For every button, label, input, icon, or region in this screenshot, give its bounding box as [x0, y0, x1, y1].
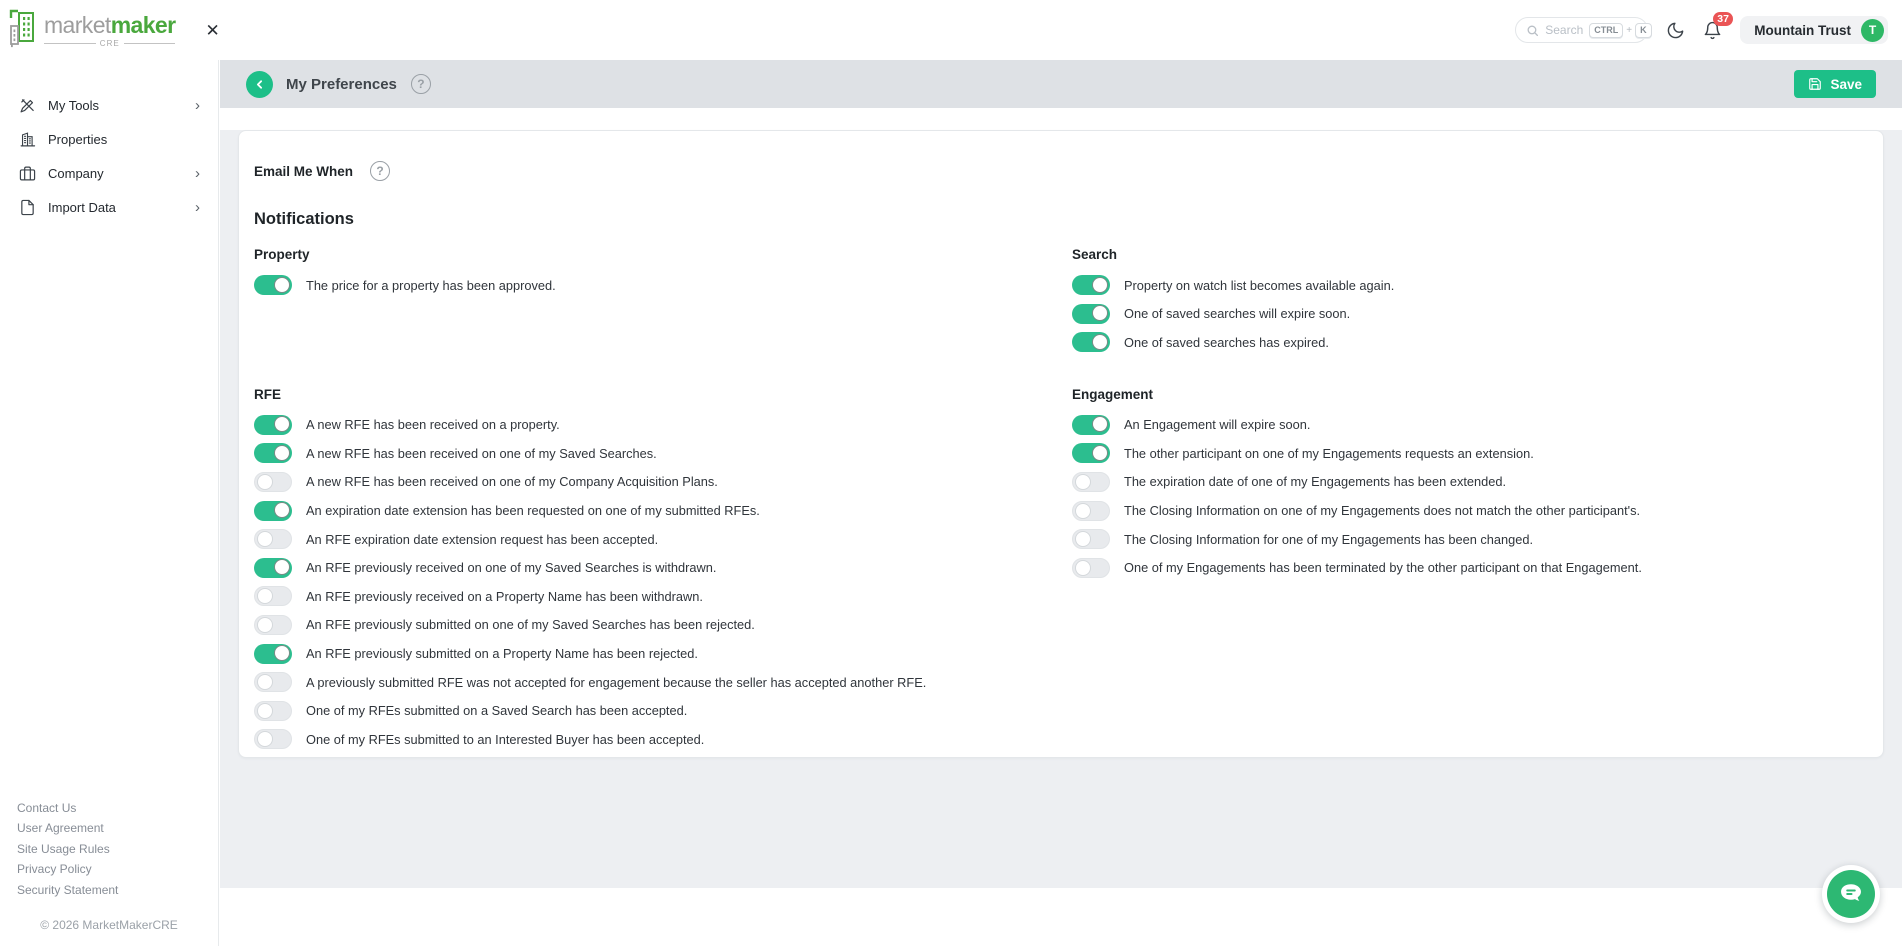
toggle-knob	[257, 674, 273, 690]
file-icon	[19, 199, 36, 216]
notification-row	[254, 615, 1072, 635]
search-input[interactable]	[1515, 17, 1648, 43]
toggle-knob	[1092, 445, 1108, 461]
key-k: K	[1635, 23, 1652, 38]
toggle-knob	[274, 502, 290, 518]
notification-groups	[254, 247, 1868, 758]
logo-rule-left	[44, 43, 96, 44]
sidebar-nav	[0, 60, 218, 224]
sidebar-item-label: Properties	[48, 131, 108, 147]
toggle-knob	[274, 445, 290, 461]
notification-row	[1072, 332, 1868, 352]
avatar: T	[1861, 19, 1884, 42]
notification-group-rfe	[254, 387, 1072, 758]
footer-link-site-usage-rules[interactable]: Site Usage Rules	[17, 841, 110, 856]
chat-icon	[1827, 870, 1875, 918]
toggle-switch[interactable]	[1072, 529, 1110, 549]
building-icon	[19, 131, 36, 148]
notification-row	[254, 415, 1072, 435]
logo-rule-right	[124, 43, 176, 44]
back-button[interactable]	[246, 71, 273, 98]
notification-row	[254, 672, 1072, 692]
sidebar-item-company[interactable]	[0, 156, 218, 190]
notification-label: One of my RFEs submitted on a Saved Search has been accepted.	[306, 703, 688, 719]
toggle-switch[interactable]	[254, 415, 292, 435]
notifications-button[interactable]	[1703, 12, 1729, 40]
toggle-knob	[257, 531, 273, 547]
notification-label: An RFE expiration date extension request has been accepted.	[306, 531, 659, 547]
toggle-knob	[1075, 531, 1091, 547]
notification-row	[254, 501, 1072, 521]
dark-mode-toggle[interactable]	[1666, 21, 1685, 40]
toggle-knob	[1092, 277, 1108, 293]
key-ctrl: CTRL	[1589, 23, 1623, 38]
chevron-left-icon	[253, 78, 266, 91]
toggle-switch[interactable]	[254, 529, 292, 549]
sidebar-item-my-tools[interactable]	[0, 88, 218, 122]
notification-group-engagement	[1072, 387, 1868, 758]
notification-label: Property on watch list becomes available again.	[1124, 277, 1395, 293]
notification-label: A new RFE has been received on one of my Saved Searches.	[306, 445, 657, 461]
toggle-knob	[257, 703, 273, 719]
chat-button[interactable]	[1822, 865, 1880, 923]
toggle-switch[interactable]	[254, 558, 292, 578]
toggle-switch[interactable]	[254, 443, 292, 463]
notification-row	[254, 472, 1072, 492]
notification-label: A new RFE has been received on a property.	[306, 417, 560, 433]
footer-link-user-agreement[interactable]: User Agreement	[17, 821, 104, 835]
notification-label: An Engagement will expire soon.	[1124, 417, 1311, 433]
toggle-knob	[257, 474, 273, 490]
notification-label: An expiration date extension has been requested on one of my submitted RFEs.	[306, 503, 760, 519]
notification-row	[1072, 472, 1868, 492]
toggle-switch[interactable]	[254, 586, 292, 606]
toggle-switch[interactable]	[254, 615, 292, 635]
notification-label: An RFE previously submitted on a Property Name has been rejected.	[306, 646, 698, 662]
save-button-label: Save	[1830, 76, 1862, 92]
notification-label: The price for a property has been approved.	[306, 277, 556, 293]
save-button[interactable]	[1794, 70, 1876, 98]
page-help-icon[interactable]: ?	[411, 74, 431, 94]
main-area	[220, 60, 1902, 946]
footer-link-privacy-policy[interactable]: Privacy Policy	[17, 862, 92, 876]
briefcase-icon	[19, 165, 36, 182]
topbar	[0, 0, 1902, 60]
toggle-switch[interactable]	[1072, 558, 1110, 578]
toggle-switch[interactable]	[1072, 472, 1110, 492]
page-title: My Preferences	[286, 75, 397, 93]
toggle-knob	[1092, 416, 1108, 432]
logo-wordmark	[44, 11, 176, 48]
notification-row	[254, 644, 1072, 664]
notification-label: One of my RFEs submitted to an Interested Buyer has been accepted.	[306, 731, 705, 747]
close-icon[interactable]: ✕	[205, 20, 220, 40]
user-name: Mountain Trust	[1754, 22, 1851, 38]
logo-market-text: market	[44, 11, 111, 38]
notification-row	[254, 586, 1072, 606]
toggle-knob	[1075, 560, 1091, 576]
notification-label: One of my Engagements has been terminated by the other participant on that Engagement.	[1124, 560, 1642, 576]
notification-label: One of saved searches has expired.	[1124, 334, 1329, 350]
toggle-knob	[274, 559, 290, 575]
chevron-right-icon: ›	[195, 96, 200, 114]
toggle-knob	[257, 588, 273, 604]
logo-maker-text: maker	[110, 11, 176, 38]
notification-row	[1072, 443, 1868, 463]
notification-row	[1072, 275, 1868, 295]
logo-cre-text: CRE	[99, 38, 120, 48]
toggle-switch[interactable]	[1072, 415, 1110, 435]
notification-row	[254, 558, 1072, 578]
sidebar-item-label: Import Data	[48, 199, 116, 215]
toggle-knob	[257, 731, 273, 747]
notification-label: One of saved searches will expire soon.	[1124, 306, 1351, 322]
toggle-knob	[274, 277, 290, 293]
toggle-switch[interactable]	[254, 644, 292, 664]
group-heading: RFE	[254, 386, 281, 402]
group-heading: Engagement	[1072, 386, 1154, 402]
notification-row	[1072, 529, 1868, 549]
chevron-right-icon: ›	[195, 164, 200, 182]
toggle-switch[interactable]	[1072, 332, 1110, 352]
toggle-switch[interactable]	[254, 472, 292, 492]
sidebar-footer	[0, 798, 218, 933]
notification-count-badge: 37	[1713, 12, 1733, 26]
toggle-knob	[1075, 503, 1091, 519]
topbar-actions	[1515, 12, 1888, 44]
preferences-card	[238, 130, 1884, 758]
group-heading: Search	[1072, 247, 1118, 262]
email-me-when-label: Email Me When	[254, 163, 354, 179]
sidebar	[0, 60, 219, 946]
notification-row	[254, 701, 1072, 721]
notifications-heading: Notifications	[254, 210, 354, 228]
toggle-knob	[274, 416, 290, 432]
logo-building-icon	[8, 8, 40, 53]
toggle-switch[interactable]	[254, 729, 292, 749]
toggle-switch[interactable]	[1072, 443, 1110, 463]
toggle-knob	[257, 617, 273, 633]
footer-link-security-statement[interactable]: Security Statement	[17, 882, 119, 897]
toggle-switch[interactable]	[1072, 275, 1110, 295]
notification-label: An RFE previously submitted on one of my Saved Searches has been rejected.	[306, 617, 755, 633]
toggle-switch[interactable]	[254, 275, 292, 295]
sidebar-item-label: Company	[48, 165, 104, 181]
notification-row	[254, 275, 1072, 295]
toggle-switch[interactable]	[1072, 304, 1110, 324]
toggle-knob	[1092, 305, 1108, 321]
search-placeholder: Search	[1545, 23, 1584, 37]
footer-link-contact-us[interactable]: Contact Us	[17, 800, 77, 815]
notification-row	[254, 443, 1072, 463]
toggle-switch[interactable]	[254, 701, 292, 721]
copyright: © 2026 MarketMakerCRE	[40, 918, 178, 932]
page-header	[220, 60, 1902, 108]
toggle-switch[interactable]	[254, 672, 292, 692]
notification-row	[1072, 415, 1868, 435]
toggle-knob	[1092, 334, 1108, 350]
notification-label: The other participant on one of my Engagements requests an extension.	[1124, 445, 1534, 461]
notification-label: A new RFE has been received on one of my Company Acquisition Plans.	[306, 474, 718, 490]
notification-label: The Closing Information on one of my Engagements does not match the other participant's.	[1124, 503, 1641, 519]
save-icon	[1808, 77, 1822, 91]
notification-label: An RFE previously received on one of my Saved Searches is withdrawn.	[306, 560, 717, 576]
notification-label: A previously submitted RFE was not accepted for engagement because the seller has accepted another RFE.	[306, 674, 927, 690]
email-help-icon[interactable]: ?	[370, 161, 390, 181]
search-icon	[1526, 24, 1539, 37]
content	[220, 130, 1902, 888]
toggle-knob	[1075, 474, 1091, 490]
sidebar-item-properties[interactable]	[0, 122, 218, 156]
chevron-right-icon: ›	[195, 198, 200, 216]
notification-label: The expiration date of one of my Engagements has been extended.	[1124, 474, 1507, 490]
marketmaker-logo[interactable]	[8, 8, 175, 53]
toggle-switch[interactable]	[1072, 501, 1110, 521]
moon-icon	[1666, 21, 1685, 40]
notification-label: An RFE previously received on a Property Name has been withdrawn.	[306, 588, 703, 604]
footer-links	[17, 798, 201, 901]
notification-row	[254, 529, 1072, 549]
sidebar-item-label: My Tools	[48, 97, 100, 113]
notification-group-property	[254, 247, 1072, 361]
notification-row	[1072, 558, 1868, 578]
email-me-when-header	[254, 161, 1868, 181]
sidebar-item-import-data[interactable]	[0, 190, 218, 224]
notification-row	[1072, 501, 1868, 521]
group-heading: Property	[254, 247, 310, 262]
notification-group-search	[1072, 247, 1868, 361]
key-plus: +	[1626, 24, 1633, 36]
tools-icon	[19, 97, 36, 114]
toggle-switch[interactable]	[254, 501, 292, 521]
toggle-knob	[274, 645, 290, 661]
notification-label: The Closing Information for one of my Engagements has been changed.	[1124, 531, 1534, 547]
notification-row	[254, 729, 1072, 749]
user-menu[interactable]	[1740, 16, 1888, 44]
notification-row	[1072, 304, 1868, 324]
